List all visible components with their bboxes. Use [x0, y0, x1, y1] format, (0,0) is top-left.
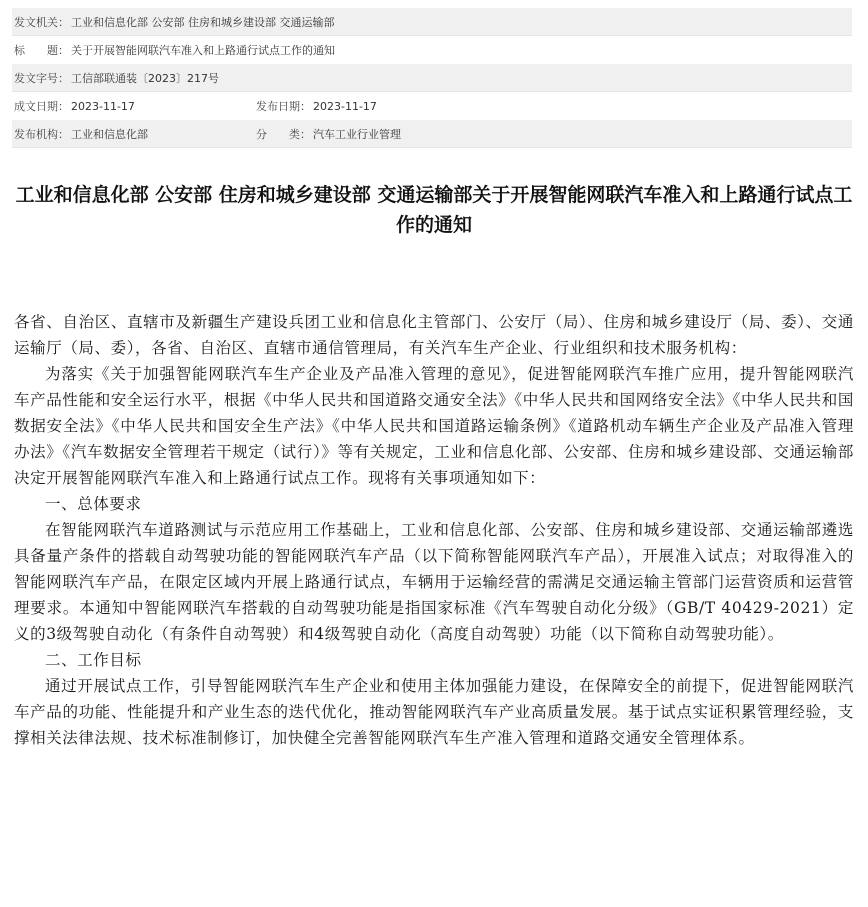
doc-number-label: 发文字号： — [14, 71, 69, 85]
section2-paragraph: 通过开展试点工作，引导智能网联汽车生产企业和使用主体加强能力建设，在保障安全的前提下，促进智能网联汽车产品的功能、性能提升和产业生态的迭代优化，推动智能网联汽车产业高质量发展。基于试点实证积累管理经验，支撑相关法律法规、技术标准制修订，加快健全完善智能网联汽车生产准入管理和道路交通安全管理体系。 — [14, 677, 854, 747]
meta-row-dates — [12, 92, 852, 120]
document-body — [14, 309, 854, 751]
section1-paragraph: 在智能网联汽车道路测试与示范应用工作基础上，工业和信息化部、公安部、住房和城乡建设部、交通运输部遴选具备量产条件的搭载自动驾驶功能的智能网联汽车产品（以下简称智能网联汽车产品），开展准入试点；对取得准入的智能网联汽车产品，在限定区域内开展上路通行试点，车辆用于运输经营的需满足交通运输主管部门运营资质和运营管理要求。本通知中智能网联汽车搭载的自动驾驶功能是指国家标准《汽车驾驶自动化分级》（GB/T 40429-2021）定义的3级驾驶自动化（有条件自动驾驶）和4级驾驶自动化（高度自动驾驶）功能（以下简称自动驾驶功能）。 — [14, 521, 854, 643]
title-value: 关于开展智能网联汽车准入和上路通行试点工作的通知 — [71, 44, 335, 57]
publisher-label: 发布机构： — [14, 127, 69, 141]
publish-date-value: 2023-11-17 — [313, 99, 377, 113]
doc-number-value: 工信部联通装〔2023〕217号 — [71, 71, 219, 85]
section2-heading: 二、工作目标 — [45, 651, 142, 669]
meta-row-title — [12, 36, 852, 64]
meta-row-doc-number — [12, 64, 852, 92]
publisher-value: 工业和信息化部 — [71, 127, 148, 141]
document-metadata-table — [12, 8, 852, 148]
issuer-label: 发文机关： — [14, 15, 69, 29]
section1-heading: 一、总体要求 — [45, 495, 142, 513]
meta-row-issuer — [12, 8, 852, 36]
intro-paragraph: 为落实《关于加强智能网联汽车生产企业及产品准入管理的意见》，促进智能网联汽车推广应用，提升智能网联汽车产品性能和安全运行水平，根据《中华人民共和国道路交通安全法》《中华人民共和国网络安全法》《中华人民共和国数据安全法》《中华人民共和国安全生产法》《中华人民共和国道路运输条例》《道路机动车辆生产企业及产品准入管理办法》《汽车数据安全管理若干规定（试行）》等有关规定，工业和信息化部、公安部、住房和城乡建设部、交通运输部决定开展智能网联汽车准入和上路通行试点工作。现将有关事项通知如下： — [14, 365, 854, 487]
category-value: 汽车工业行业管理 — [313, 127, 401, 141]
issuer-value: 工业和信息化部 公安部 住房和城乡建设部 交通运输部 — [71, 15, 335, 29]
category-label: 分 类： — [256, 127, 311, 141]
meta-row-publisher — [12, 120, 852, 148]
written-date-label: 成文日期： — [14, 100, 69, 113]
title-label: 标 题： — [14, 44, 69, 57]
document-title-text: 工业和信息化部 公安部 住房和城乡建设部 交通运输部关于开展智能网联汽车准入和上路通行试点工作的通知 — [15, 184, 853, 236]
salutation-paragraph: 各省、自治区、直辖市及新疆生产建设兵团工业和信息化主管部门、公安厅（局）、住房和城乡建设厅（局、委）、交通运输厅（局、委），各省、自治区、直辖市通信管理局，有关汽车生产企业、行业组织和技术服务机构： — [14, 313, 854, 357]
publish-date-label: 发布日期： — [256, 100, 311, 113]
document-title — [0, 180, 868, 240]
written-date-value: 2023-11-17 — [71, 99, 135, 113]
